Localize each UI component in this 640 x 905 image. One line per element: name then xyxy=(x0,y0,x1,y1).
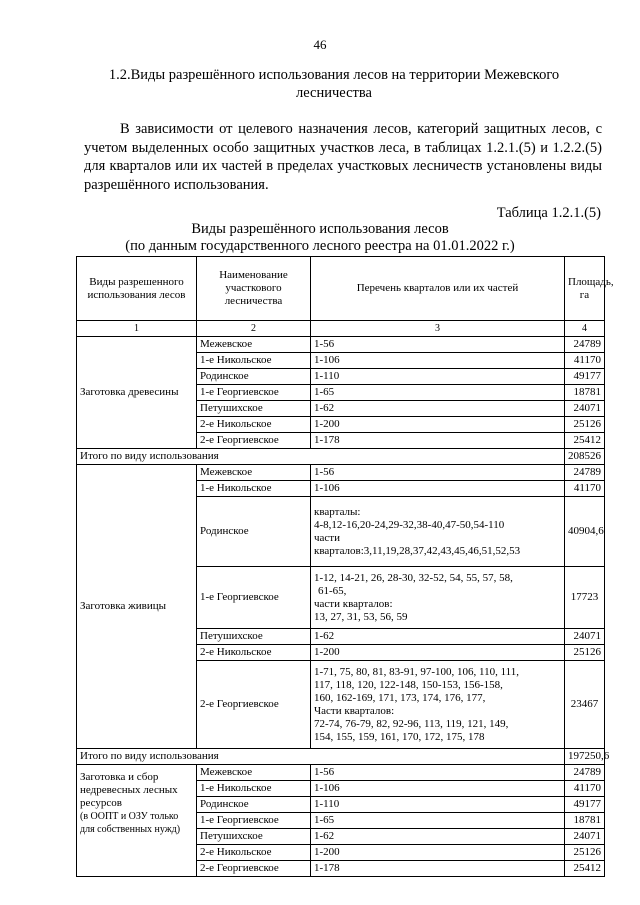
quarters-cell: 1-56 xyxy=(311,765,565,781)
quarters-line: части кварталов: xyxy=(314,597,393,610)
area-cell: 18781 xyxy=(565,813,605,829)
forestry-name: Петушихское xyxy=(197,629,311,645)
area-cell: 24071 xyxy=(565,829,605,845)
quarters-line: 1-12, 14-21, 26, 28-30, 32-52, 54, 55, 57, 58, xyxy=(314,571,513,584)
area-cell: 25126 xyxy=(565,845,605,861)
area-cell: 24789 xyxy=(565,465,605,481)
total-area: 208526 xyxy=(565,449,605,465)
quarters-cell: 1-200 xyxy=(311,417,565,433)
area-cell: 40904,6 xyxy=(565,497,605,567)
area-cell: 49177 xyxy=(565,797,605,813)
forestry-name: 2-е Никольское xyxy=(197,645,311,661)
quarters-cell: 1-65 xyxy=(311,813,565,829)
quarters-line: 1-71, 75, 80, 81, 83-91, 97-100, 106, 110, 111, xyxy=(314,665,520,678)
area-cell: 25412 xyxy=(565,433,605,449)
quarters-line: 117, 118, 120, 122-148, 150-153, 156-158, xyxy=(314,678,503,691)
total-label: Итого по виду использования xyxy=(77,449,565,465)
total-area: 197250,6 xyxy=(565,749,605,765)
header-quarters: Перечень кварталов или их частей xyxy=(311,257,565,321)
intro-paragraph: В зависимости от целевого назначения лесов, категорий защитных лесов, с учетом выделенных особо защитных участков леса, в таблицах 1.2.1.(5) и 1.2.2.(5) для кварталов или их частей в пределах участковых лесничеств установлены виды разрешённого использования. xyxy=(84,121,602,193)
total-row xyxy=(77,749,605,765)
forestry-name: Родинское xyxy=(197,369,311,385)
area-cell: 25126 xyxy=(565,417,605,433)
quarters-cell: 1-65 xyxy=(311,385,565,401)
table-row xyxy=(77,337,605,353)
quarters-line: 61-65, xyxy=(318,584,347,597)
forestry-name: 1-е Георгиевское xyxy=(197,385,311,401)
area-cell: 41170 xyxy=(565,481,605,497)
col-number-4: 4 xyxy=(565,321,605,337)
forest-use-table xyxy=(76,256,614,877)
column-number-row xyxy=(77,321,605,337)
quarters-line: кварталов:3,11,19,28,37,42,43,45,46,51,52,53 xyxy=(314,544,521,557)
col-number-3: 3 xyxy=(311,321,565,337)
quarters-cell: 1-178 xyxy=(311,861,565,877)
forestry-name: Петушихское xyxy=(197,401,311,417)
quarters-cell: 1-106 xyxy=(311,481,565,497)
quarters-line: 160, 162-169, 171, 173, 174, 176, 177, xyxy=(314,691,486,704)
area-cell: 24789 xyxy=(565,765,605,781)
area-cell: 17723 xyxy=(565,567,605,629)
use-type-line: Заготовка и сбор недревесных лесных ресурсов xyxy=(80,771,178,809)
table-title xyxy=(40,221,600,255)
quarters-cell: 1-200 xyxy=(311,845,565,861)
col-number-2: 2 xyxy=(197,321,311,337)
quarters-line: 13, 27, 31, 53, 56, 59 xyxy=(314,610,408,623)
forestry-name: Межевское xyxy=(197,337,311,353)
forestry-name: 1-е Никольское xyxy=(197,781,311,797)
area-cell: 18781 xyxy=(565,385,605,401)
quarters-line: кварталы: xyxy=(314,505,361,518)
quarters-cell: 1-110 xyxy=(311,797,565,813)
quarters-line: 154, 155, 159, 161, 170, 172, 175, 178 xyxy=(314,730,485,743)
area-cell: 24789 xyxy=(565,337,605,353)
quarters-cell: 1-106 xyxy=(311,353,565,369)
quarters-cell: 1-200 xyxy=(311,645,565,661)
use-type-cell: Заготовка древесины xyxy=(77,337,197,449)
header-row xyxy=(77,257,605,321)
area-cell: 25126 xyxy=(565,645,605,661)
area-cell: 24071 xyxy=(565,629,605,645)
table-title-line-1: Виды разрешённого использования лесов xyxy=(191,221,449,237)
quarters-cell: 1-62 xyxy=(311,629,565,645)
forestry-name: Родинское xyxy=(197,797,311,813)
total-row xyxy=(77,449,605,465)
quarters-cell: 1-110 xyxy=(311,369,565,385)
table-label: Таблица 1.2.1.(5) xyxy=(496,205,601,221)
forestry-name: 2-е Георгиевское xyxy=(197,433,311,449)
table-row xyxy=(77,465,605,481)
quarters-line: части xyxy=(314,531,340,544)
forestry-name: 2-е Георгиевское xyxy=(197,661,311,749)
quarters-cell: 1-62 xyxy=(311,401,565,417)
area-cell: 41170 xyxy=(565,353,605,369)
area-cell: 25412 xyxy=(565,861,605,877)
forestry-name: 1-е Никольское xyxy=(197,353,311,369)
use-type-note: (в ООПТ и ОЗУ только для собственных нужд) xyxy=(80,811,181,835)
quarters-cell: 1-178 xyxy=(311,433,565,449)
forestry-name: 1-е Никольское xyxy=(197,481,311,497)
area-cell: 41170 xyxy=(565,781,605,797)
area-cell: 24071 xyxy=(565,401,605,417)
quarters-line: 72-74, 76-79, 82, 92-96, 113, 119, 121, 149, xyxy=(314,717,509,730)
forestry-name: Межевское xyxy=(197,465,311,481)
use-type-cell xyxy=(77,765,197,877)
header-use: Виды разрешенного использования лесов xyxy=(77,257,197,321)
forestry-name: 1-е Георгиевское xyxy=(197,567,311,629)
forestry-name: Межевское xyxy=(197,765,311,781)
table-row xyxy=(77,765,605,781)
quarters-cell xyxy=(311,567,565,629)
area-cell: 23467 xyxy=(565,661,605,749)
quarters-line: Части кварталов: xyxy=(314,704,395,717)
quarters-cell: 1-106 xyxy=(311,781,565,797)
page-number: 46 xyxy=(313,37,327,52)
quarters-cell xyxy=(311,661,565,749)
forestry-name: 2-е Георгиевское xyxy=(197,861,311,877)
quarters-cell: 1-56 xyxy=(311,337,565,353)
forestry-name: Петушихское xyxy=(197,829,311,845)
forestry-name: 2-е Никольское xyxy=(197,845,311,861)
header-forestry: Наименование участкового лесничества xyxy=(197,257,311,321)
header-area: Площадь, га xyxy=(565,257,605,321)
use-type-cell: Заготовка живицы xyxy=(77,465,197,749)
area-cell: 49177 xyxy=(565,369,605,385)
forestry-name: Родинское xyxy=(197,497,311,567)
quarters-line: 4-8,12-16,20-24,29-32,38-40,47-50,54-110 xyxy=(314,518,505,531)
quarters-cell: 1-62 xyxy=(311,829,565,845)
table-title-line-2: (по данным государственного лесного реестра на 01.01.2022 г.) xyxy=(125,238,515,254)
forestry-name: 2-е Никольское xyxy=(197,417,311,433)
col-number-1: 1 xyxy=(77,321,197,337)
quarters-cell: 1-56 xyxy=(311,465,565,481)
quarters-cell xyxy=(311,497,565,567)
total-label: Итого по виду использования xyxy=(77,749,565,765)
section-heading: 1.2.Виды разрешённого использования лесов на территории Межевского лесничества xyxy=(108,67,560,101)
forestry-name: 1-е Георгиевское xyxy=(197,813,311,829)
